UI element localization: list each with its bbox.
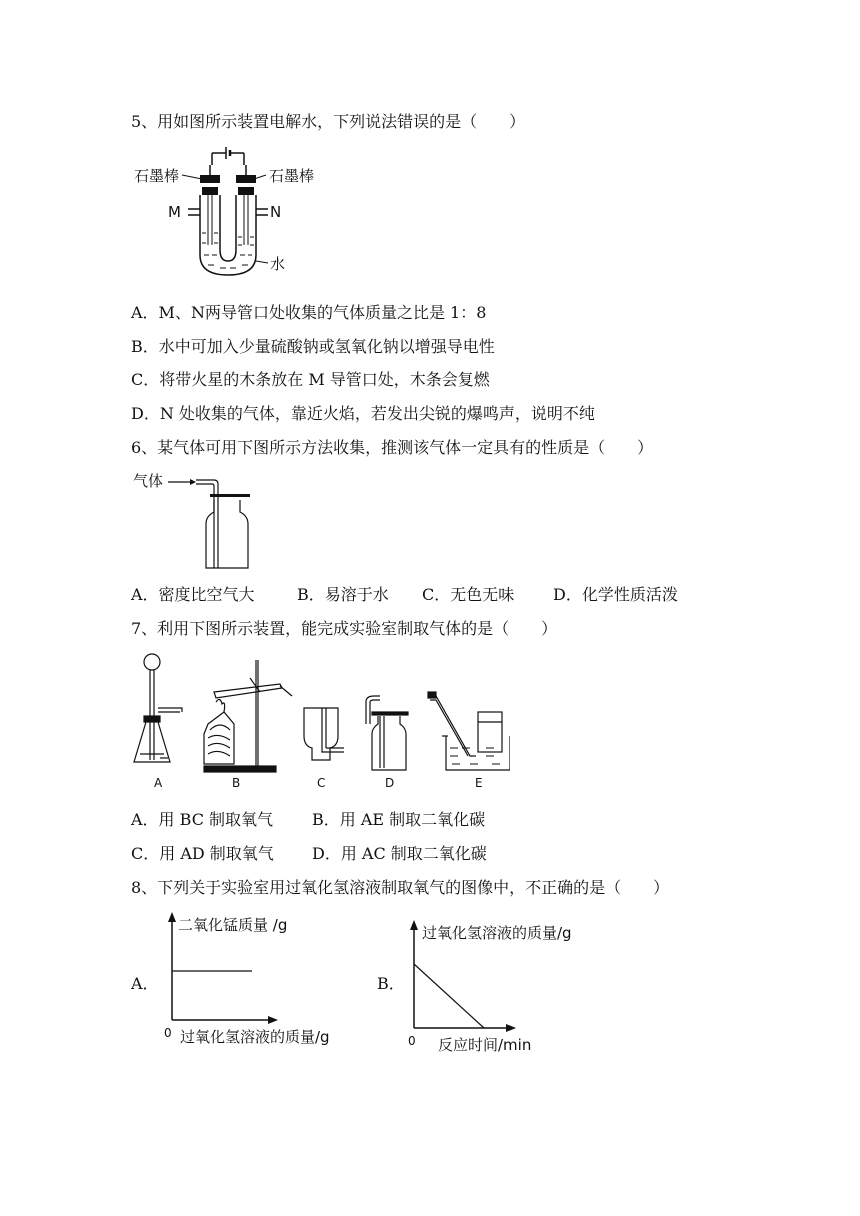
apparatus-e — [428, 692, 510, 770]
q6-options-row — [131, 584, 678, 606]
q6-option-b: B．易溶于水 — [297, 585, 389, 604]
q6-option-a: A．密度比空气大 — [131, 585, 255, 604]
apparatus-b-label: B — [232, 776, 241, 790]
q7-option-b: B．用 AE 制取二氧化碳 — [312, 810, 486, 829]
q8-option-a-label: A． — [131, 974, 159, 993]
apparatus-a — [134, 654, 182, 762]
q5-option-a: A．M、N两导管口处收集的气体质量之比是 1：8 — [131, 303, 487, 322]
apparatus-c-label: C — [317, 776, 326, 790]
lab-apparatus-figure — [130, 652, 510, 794]
q8-stem: 8、下列关于实验室用过氧化氢溶液制取氧气的图像中，不正确的是（ ） — [131, 878, 670, 897]
chart-a-xlabel: 过氧化氢溶液的质量/g — [180, 1028, 330, 1046]
chart-a-x-arrow — [268, 1016, 278, 1024]
q5-option-b: B．水中可加入少量硫酸钠或氢氧化钠以增强导电性 — [131, 337, 495, 356]
chart-b-x-arrow — [506, 1024, 516, 1032]
q5-option-d: D．N 处收集的气体，靠近火焰，若发出尖锐的爆鸣声，说明不纯 — [131, 404, 595, 423]
electrolysis-apparatus-figure — [130, 145, 330, 285]
water-label: 水 — [270, 255, 286, 273]
chart-b-xlabel: 反应时间/min — [438, 1036, 532, 1054]
q5-stem: 5、用如图所示装置电解水，下列说法错误的是（ ） — [131, 112, 526, 131]
chart-b-series-line — [414, 964, 484, 1028]
q7-stem: 7、利用下图所示装置，能完成实验室制取气体的是（ ） — [131, 619, 558, 638]
apparatus-d-label: D — [385, 776, 395, 790]
q7-option-c: C．用 AD 制取氧气 — [131, 844, 274, 863]
chart-a-y-arrow — [168, 912, 176, 922]
apparatus-b — [204, 660, 292, 772]
chart-a — [160, 910, 360, 1050]
apparatus-e-label: E — [475, 776, 483, 790]
chart-b — [404, 916, 604, 1056]
q7-options-row-1 — [131, 809, 485, 831]
chart-b-ylabel: 过氧化氢溶液的质量/g — [422, 924, 572, 942]
q7-option-a: A．用 BC 制取氧气 — [131, 810, 274, 829]
chart-a-origin: 0 — [164, 1026, 172, 1040]
q7-options-row-2 — [131, 843, 487, 865]
right-electrode-label: 石墨棒 — [269, 167, 315, 185]
apparatus-d — [366, 696, 408, 770]
m-tube-label: M — [168, 203, 181, 221]
q6-option-c: C．无色无味 — [422, 585, 515, 604]
left-electrode-label: 石墨棒 — [134, 167, 180, 185]
lab-apparatus-diagram — [130, 652, 510, 794]
apparatus-c — [304, 708, 344, 760]
gas-collection-figure — [130, 468, 260, 574]
q6-option-d: D．化学性质活泼 — [553, 585, 678, 604]
q7-option-d: D．用 AC 制取二氧化碳 — [312, 844, 487, 863]
n-tube-label: N — [270, 203, 282, 221]
gas-label: 气体 — [133, 472, 164, 490]
q6-stem: 6、某气体可用下图所示方法收集，推测该气体一定具有的性质是（ ） — [131, 438, 654, 457]
chart-a-ylabel: 二氧化锰质量 /g — [178, 916, 288, 934]
chart-b-origin: 0 — [408, 1034, 416, 1048]
apparatus-a-label: A — [154, 776, 163, 790]
q8-option-b-label: B． — [377, 974, 405, 993]
q5-option-c: C．将带火星的木条放在 M 导管口处，木条会复燃 — [131, 370, 490, 389]
chart-b-y-arrow — [410, 920, 418, 930]
